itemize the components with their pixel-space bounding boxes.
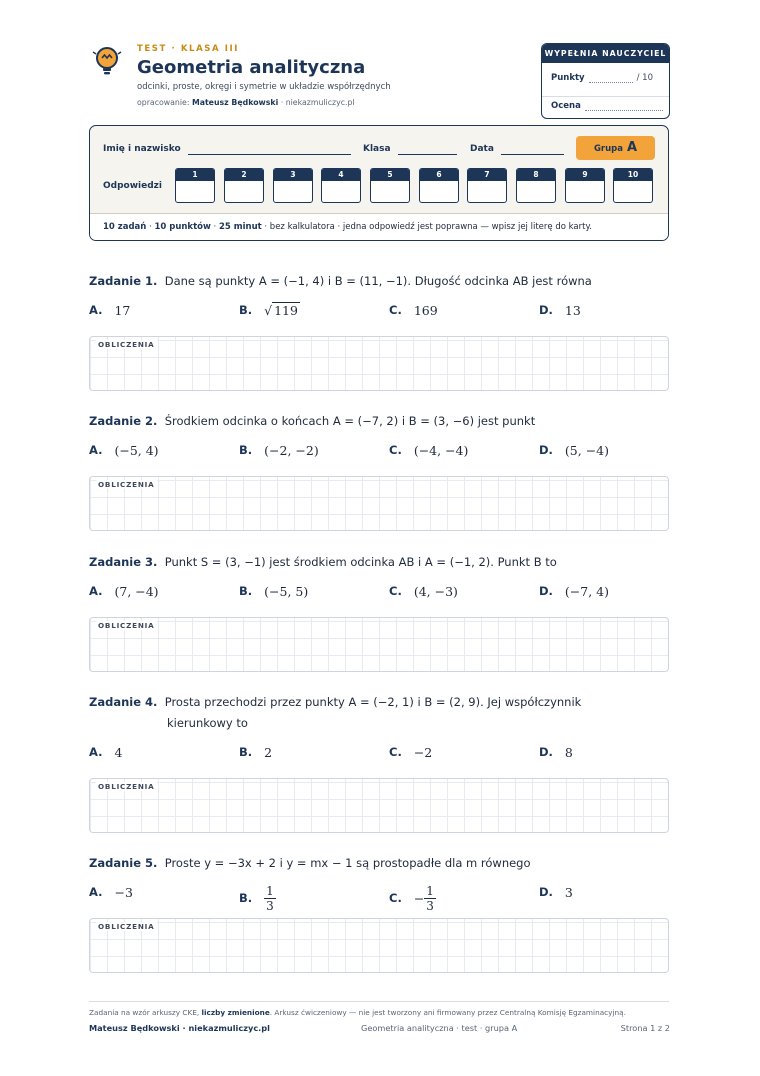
option-value: (−4, −4) [413, 442, 469, 458]
answer-box-number: 4 [322, 169, 360, 181]
calculation-area[interactable] [89, 336, 669, 391]
grade-label: Ocena [551, 101, 581, 111]
task-label: Zadanie 1. [89, 274, 158, 288]
task-label: Zadanie 3. [89, 555, 158, 569]
sqrt-radicand: 119 [274, 302, 298, 318]
points-row [551, 73, 653, 83]
option-letter: B. [239, 891, 253, 905]
answer-box-number: 1 [176, 169, 214, 181]
calculation-area[interactable] [89, 617, 669, 672]
option-value: −3 [114, 884, 133, 900]
answer-options [89, 740, 669, 778]
fraction-numerator: 1 [426, 883, 434, 898]
answer-box-7[interactable] [467, 168, 507, 203]
option-letter: C. [389, 443, 402, 457]
task-question [89, 692, 669, 734]
answer-option-b[interactable] [239, 438, 319, 462]
footer-author: Mateusz Będkowski · niekazmuliczyc.pl [89, 1023, 270, 1033]
teacher-box [541, 43, 670, 119]
option-value: (4, −3) [413, 583, 458, 599]
info-time: 25 minut [218, 222, 262, 232]
teacher-box-heading: WYPEŁNIA NAUCZYCIEL [542, 44, 669, 63]
answer-option-d[interactable] [539, 740, 573, 764]
option-fraction [424, 884, 436, 913]
task-question [89, 853, 669, 874]
option-letter: C. [389, 745, 402, 759]
calculation-area[interactable] [89, 918, 669, 973]
answer-option-c[interactable] [389, 880, 436, 916]
answer-options [89, 438, 669, 476]
task-label: Zadanie 5. [89, 856, 158, 870]
answer-options [89, 298, 669, 336]
footer-note-bold: liczby zmienione [201, 1008, 270, 1017]
task-1 [89, 271, 669, 391]
test-kicker: TEST · KLASA III [137, 44, 240, 54]
task-3 [89, 552, 669, 672]
calculation-label: OBLICZENIA [98, 922, 155, 931]
option-letter: C. [389, 303, 402, 317]
student-card [89, 125, 669, 241]
calculation-area[interactable] [89, 476, 669, 531]
option-value: (−5, 4) [114, 442, 159, 458]
name-field[interactable] [188, 154, 351, 155]
answer-option-c[interactable] [389, 740, 432, 764]
answer-box-5[interactable] [370, 168, 410, 203]
author-prefix: opracowanie: [137, 98, 192, 107]
answer-option-d[interactable] [539, 438, 609, 462]
author-name: Mateusz Będkowski [191, 98, 279, 107]
calculation-label: OBLICZENIA [98, 480, 155, 489]
info-tasks: 10 zadań [103, 222, 147, 232]
task-question [89, 552, 669, 573]
option-letter: B. [239, 584, 253, 598]
option-value: (−2, −2) [264, 442, 319, 458]
option-value: −2 [413, 744, 433, 760]
answer-box-4[interactable] [321, 168, 361, 203]
task-5 [89, 853, 669, 973]
option-letter: D. [539, 745, 553, 759]
option-value: (7, −4) [114, 583, 159, 599]
option-value: 4 [114, 744, 123, 760]
option-value: (5, −4) [564, 442, 610, 458]
option-letter: A. [89, 745, 103, 759]
task-text: Proste y = −3x + 2 i y = mx − 1 są prostopadłe dla m równego [164, 856, 531, 870]
date-label: Data [470, 144, 494, 154]
answer-box-number: 3 [274, 169, 312, 181]
task-text: Środkiem odcinka o końcach A = (−7, 2) i B = (3, −6) jest punkt [164, 414, 536, 428]
answer-box-number: 2 [225, 169, 263, 181]
points-max: / 10 [636, 73, 653, 83]
answer-box-10[interactable] [613, 168, 653, 203]
answer-option-b[interactable] [239, 740, 272, 764]
task-4 [89, 692, 669, 833]
option-letter: B. [239, 745, 253, 759]
date-field[interactable] [501, 154, 564, 155]
answer-option-b[interactable] [239, 298, 300, 322]
calculation-label: OBLICZENIA [98, 621, 155, 630]
task-question [89, 271, 669, 292]
answer-option-c[interactable] [389, 298, 438, 322]
author-suffix: · niekazmuliczyc.pl [278, 98, 355, 107]
name-label: Imię i nazwisko [103, 144, 181, 154]
task-text: Punkt S = (3, −1) jest środkiem odcinka AB i A = (−1, 2). Punkt B to [164, 555, 557, 569]
group-value: A [626, 140, 638, 155]
answer-box-number: 9 [566, 169, 604, 181]
answer-options [89, 880, 669, 918]
lightbulb-logo-icon [90, 44, 124, 78]
footer-note-pre: Zadania na wzór arkuszy CKE, [89, 1008, 202, 1017]
answer-option-c[interactable] [389, 438, 468, 462]
answer-option-b[interactable] [239, 880, 276, 916]
option-sign: − [413, 890, 425, 906]
footer-doc-title: Geometria analityczna · test · grupa A [361, 1023, 518, 1033]
answer-box-1[interactable] [175, 168, 215, 203]
footer-page-number: Strona 1 z 2 [620, 1023, 670, 1033]
task-text-continued: kierunkowy to [167, 716, 248, 730]
author-line [137, 98, 355, 107]
option-letter: B. [239, 443, 253, 457]
option-value: 13 [564, 302, 581, 318]
footer-divider [89, 1001, 669, 1002]
grade-field[interactable] [585, 103, 663, 111]
class-field[interactable] [398, 154, 457, 155]
fraction-denominator: 3 [266, 898, 274, 913]
footer-note-post: . Arkusz ćwiczeniowy — nie jest tworzony ani firmowany przez Centralną Komisję Egzaminacyjną. [269, 1008, 626, 1017]
task-label: Zadanie 4. [89, 695, 158, 709]
option-value: 8 [564, 744, 573, 760]
answer-box-3[interactable] [273, 168, 313, 203]
fraction-denominator: 3 [426, 898, 434, 913]
answer-option-a[interactable] [89, 579, 159, 603]
info-points: 10 punktów [154, 222, 211, 232]
option-value: 3 [564, 884, 573, 900]
task-label: Zadanie 2. [89, 414, 158, 428]
group-label: Grupa [593, 144, 623, 154]
answer-option-d[interactable] [539, 579, 609, 603]
answer-box-9[interactable] [565, 168, 605, 203]
option-value: 17 [114, 302, 131, 318]
option-letter: D. [539, 584, 553, 598]
points-field[interactable] [589, 75, 633, 83]
option-letter: A. [89, 885, 103, 899]
option-letter: A. [89, 584, 103, 598]
option-value: 2 [264, 744, 273, 760]
answer-option-a[interactable] [89, 740, 122, 764]
answer-box-number: 7 [468, 169, 506, 181]
card-info: 10 zadań · 10 punktów · 25 minut · bez kalkulatora · jedna odpowiedź jest poprawna — wpisz jej literę do karty. [90, 213, 668, 241]
answer-option-c[interactable] [389, 579, 458, 603]
page-title: Geometria analityczna [137, 57, 366, 78]
answer-box-number: 10 [614, 169, 652, 181]
option-letter: D. [539, 443, 553, 457]
answer-option-a[interactable] [89, 298, 130, 322]
class-label: Klasa [363, 144, 391, 154]
fraction-numerator: 1 [266, 883, 274, 898]
task-question [89, 411, 669, 432]
info-rest: · bez kalkulatora · jedna odpowiedź jest poprawna — wpisz jej literę do karty. [261, 222, 592, 232]
footer-note [89, 1008, 626, 1017]
task-2 [89, 411, 669, 531]
option-value: (−5, 5) [264, 583, 309, 599]
option-letter: D. [539, 303, 553, 317]
page-subtitle: odcinki, proste, okręgi i symetrie w układzie współrzędnych [137, 82, 391, 92]
answer-box-6[interactable] [419, 168, 459, 203]
group-badge [576, 136, 655, 160]
option-fraction [264, 884, 276, 913]
answer-box-2[interactable] [224, 168, 264, 203]
answer-box-number: 8 [517, 169, 555, 181]
answer-box-8[interactable] [516, 168, 556, 203]
answer-box-number: 6 [420, 169, 458, 181]
option-sqrt [264, 303, 300, 318]
task-text: Prosta przechodzi przez punkty A = (−2, 1) i B = (2, 9). Jej współczynnik [164, 695, 582, 709]
sqrt-symbol-icon: √ [264, 302, 273, 318]
answer-option-b[interactable] [239, 579, 308, 603]
points-label: Punkty [551, 73, 585, 83]
option-letter: C. [389, 891, 402, 905]
calculation-area[interactable] [89, 778, 669, 833]
option-value: 169 [413, 302, 438, 318]
answer-option-a[interactable] [89, 438, 159, 462]
answers-label: Odpowiedzi [103, 181, 162, 191]
answer-options [89, 579, 669, 617]
answer-option-a[interactable] [89, 880, 133, 904]
option-letter: A. [89, 303, 103, 317]
option-letter: C. [389, 584, 402, 598]
answer-option-d[interactable] [539, 298, 581, 322]
answer-box-number: 5 [371, 169, 409, 181]
grade-row [551, 101, 663, 111]
task-text: Dane są punkty A = (−1, 4) i B = (11, −1). Długość odcinka AB jest równa [164, 274, 592, 288]
option-letter: B. [239, 303, 253, 317]
option-letter: A. [89, 443, 103, 457]
teacher-box-divider [542, 96, 669, 97]
calculation-label: OBLICZENIA [98, 782, 155, 791]
calculation-label: OBLICZENIA [98, 340, 155, 349]
option-value: (−7, 4) [564, 583, 610, 599]
answer-option-d[interactable] [539, 880, 573, 904]
option-letter: D. [539, 885, 553, 899]
